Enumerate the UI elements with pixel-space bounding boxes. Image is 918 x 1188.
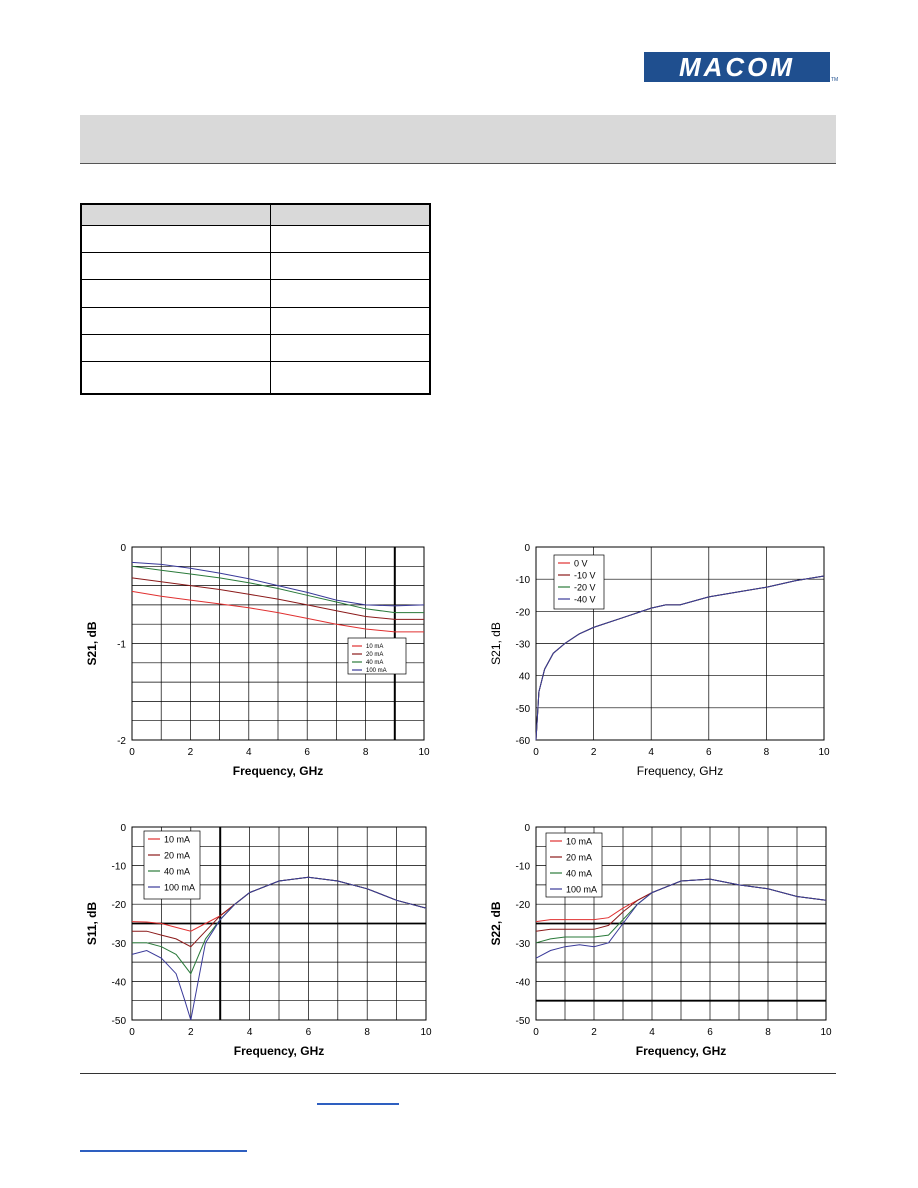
y-tick-label: -20 xyxy=(111,900,126,912)
y-axis-label: S11, dB xyxy=(85,901,99,946)
y-axis-label: S21, dB xyxy=(85,621,99,666)
x-tick-label: 2 xyxy=(590,747,597,758)
y-tick-label: 0 xyxy=(120,543,126,554)
table-cell xyxy=(81,307,271,334)
y-tick-label: -30 xyxy=(515,639,530,651)
y-axis-label: S21, dB xyxy=(489,622,503,665)
x-tick-label: 6 xyxy=(304,747,310,758)
y-tick-label: -10 xyxy=(515,861,530,873)
x-tick-label: 6 xyxy=(706,747,712,758)
x-tick-label: 2 xyxy=(591,1027,597,1038)
y-axis-label: S22, dB xyxy=(489,901,503,946)
y-tick-label: -40 xyxy=(111,977,126,989)
y-tick-label: 0 xyxy=(524,823,530,834)
x-tick-label: 2 xyxy=(188,1027,194,1038)
footer-divider xyxy=(80,1073,836,1074)
x-tick-label: 10 xyxy=(818,747,830,758)
x-axis-label: Frequency, GHz xyxy=(636,764,724,778)
y-tick-label: -50 xyxy=(515,1016,530,1027)
table-row xyxy=(81,361,430,394)
table-cell xyxy=(271,204,431,226)
x-tick-label: 10 xyxy=(820,1027,832,1038)
legend-label: 100 mA xyxy=(366,668,387,674)
legend-label: -40 V xyxy=(574,594,596,605)
x-tick-label: 8 xyxy=(765,1027,771,1038)
macom-logo xyxy=(644,52,839,83)
table-cell xyxy=(81,280,271,307)
table-cell xyxy=(271,307,431,334)
x-tick-label: 2 xyxy=(187,747,194,758)
x-tick-label: 8 xyxy=(364,1027,370,1038)
chart-input-return-loss xyxy=(80,815,440,1070)
x-axis-label: Frequency, GHz xyxy=(232,764,324,778)
table-cell xyxy=(81,253,271,280)
x-tick-label: 4 xyxy=(648,747,654,758)
y-tick-label: 40 xyxy=(518,671,530,683)
table-row xyxy=(81,253,430,280)
legend-label: -20 V xyxy=(574,582,596,593)
x-tick-label: 10 xyxy=(418,747,430,758)
x-tick-label: 4 xyxy=(649,1027,655,1038)
title-banner xyxy=(80,115,836,164)
table-cell xyxy=(81,334,271,361)
legend-label: 10 mA xyxy=(566,836,593,847)
x-tick-label: 4 xyxy=(246,1027,253,1038)
y-tick-label: -10 xyxy=(111,861,126,873)
y-tick-label: -20 xyxy=(515,607,530,619)
table-row xyxy=(81,280,430,307)
parameter-table xyxy=(80,203,431,395)
chart-isolation xyxy=(480,535,840,790)
legend-label: 100 mA xyxy=(164,882,196,893)
legend-label: 20 mA xyxy=(164,850,191,861)
y-tick-label: -30 xyxy=(515,938,530,950)
table-cell xyxy=(271,334,431,361)
logo-wordmark: MACOM xyxy=(678,52,796,82)
footer-link-underline[interactable] xyxy=(80,1150,247,1152)
x-tick-label: 8 xyxy=(763,747,770,758)
logo-trademark: TM xyxy=(831,77,839,83)
x-axis-label: Frequency, GHz xyxy=(635,1044,727,1058)
y-tick-label: -20 xyxy=(515,900,530,912)
y-tick-label: -50 xyxy=(515,703,530,715)
x-tick-label: 0 xyxy=(129,1027,135,1038)
table-header-row xyxy=(81,204,430,226)
x-tick-label: 8 xyxy=(362,747,369,758)
legend-label: 40 mA xyxy=(366,660,384,666)
table-cell xyxy=(81,204,271,226)
x-tick-label: 0 xyxy=(129,747,135,758)
legend-label: 40 mA xyxy=(164,866,191,877)
x-tick-label: 6 xyxy=(707,1027,713,1038)
y-tick-label: 0 xyxy=(524,543,530,554)
y-tick-label: -2 xyxy=(117,736,126,747)
x-tick-label: 6 xyxy=(305,1027,312,1038)
y-tick-label: -30 xyxy=(111,938,126,950)
legend-label: 10 mA xyxy=(164,834,191,845)
legend-label: 40 mA xyxy=(566,868,593,879)
table-cell xyxy=(271,253,431,280)
legend-label: 20 mA xyxy=(366,652,384,658)
x-tick-label: 10 xyxy=(420,1027,432,1038)
legend-label: 0 V xyxy=(574,558,588,569)
footer-link-underline[interactable] xyxy=(317,1103,399,1105)
y-tick-label: -1 xyxy=(117,639,126,651)
y-tick-label: -60 xyxy=(515,736,530,747)
table-cell xyxy=(81,226,271,253)
table-row xyxy=(81,334,430,361)
table-cell xyxy=(271,280,431,307)
legend-label: 10 mA xyxy=(366,644,384,650)
chart-output-return-loss xyxy=(480,815,840,1070)
x-tick-label: 0 xyxy=(533,1027,539,1038)
x-tick-label: 0 xyxy=(533,747,539,758)
table-row xyxy=(81,307,430,334)
y-tick-label: 0 xyxy=(120,823,126,834)
x-axis-label: Frequency, GHz xyxy=(233,1044,325,1058)
x-tick-label: 4 xyxy=(246,747,252,758)
y-tick-label: -40 xyxy=(515,977,530,989)
legend-label: 20 mA xyxy=(566,852,593,863)
table-cell xyxy=(81,361,271,394)
y-tick-label: -10 xyxy=(515,575,530,587)
legend-label: 100 mA xyxy=(566,884,598,895)
chart-insertion-loss xyxy=(80,535,440,790)
table-cell xyxy=(271,361,431,394)
table-row xyxy=(81,226,430,253)
table-cell xyxy=(271,226,431,253)
legend-label: -10 V xyxy=(574,570,596,581)
y-tick-label: -50 xyxy=(111,1016,126,1027)
